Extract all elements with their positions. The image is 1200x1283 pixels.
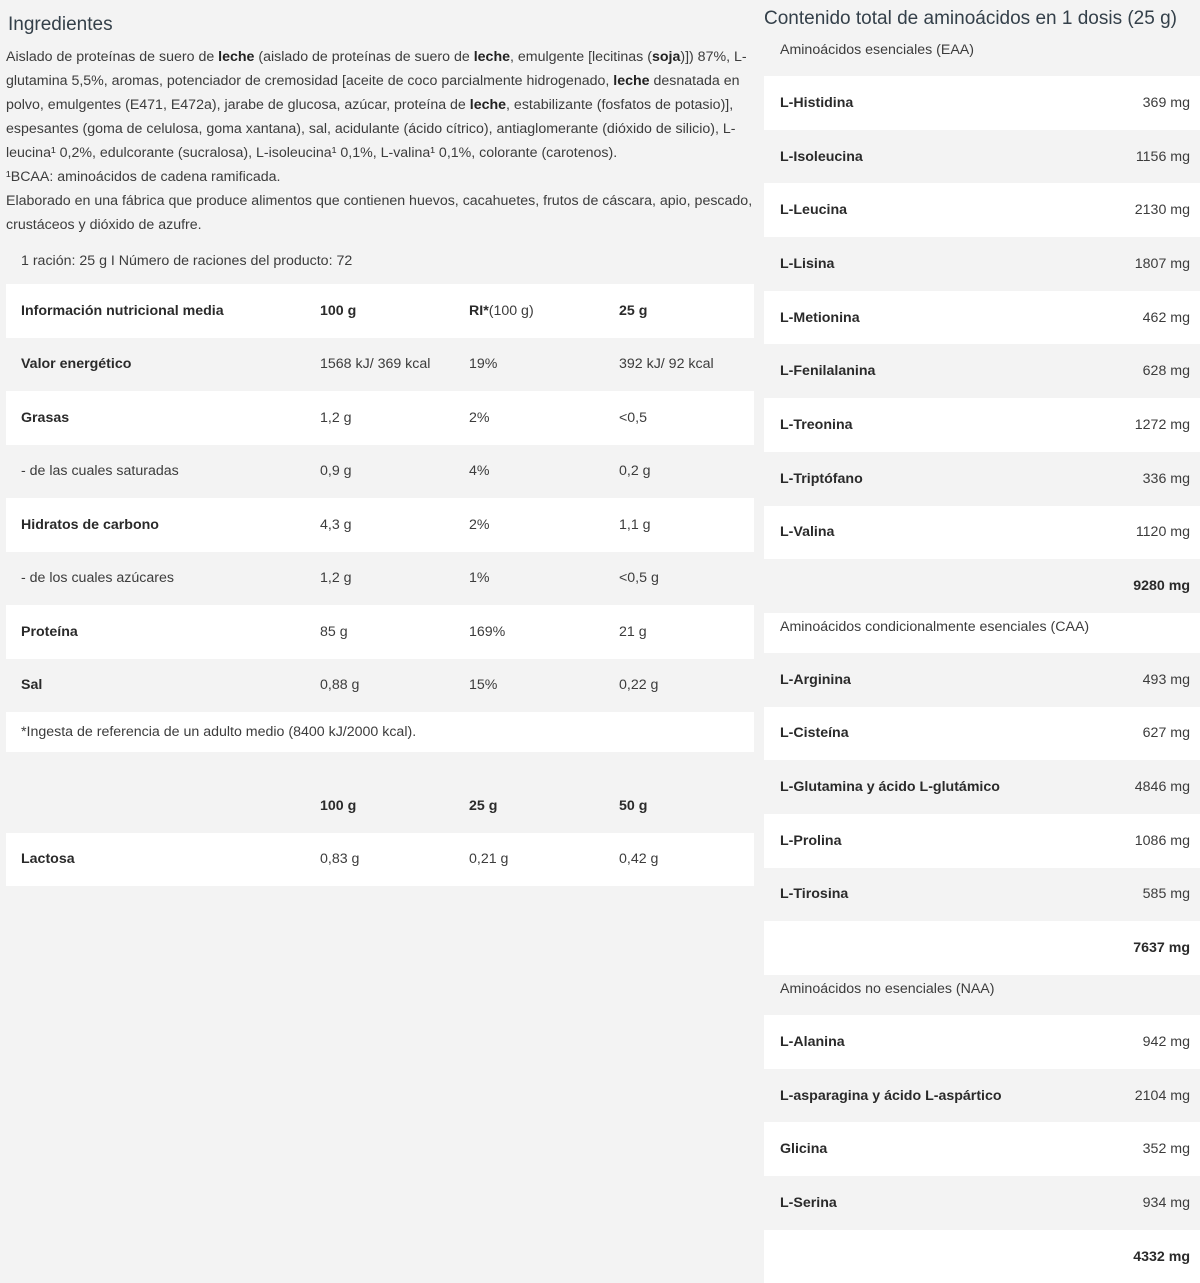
amino-name: L-Prolina bbox=[780, 832, 842, 849]
amino-name: L-asparagina y ácido L-aspártico bbox=[780, 1087, 1002, 1104]
amino-row bbox=[764, 183, 1200, 237]
amino-total: 9280 mg bbox=[1133, 578, 1190, 595]
amino-value: 462 mg bbox=[1142, 309, 1190, 326]
nutrition-cell-c100: 1,2 g bbox=[320, 409, 352, 426]
nutrition-cell-c25: 0,2 g bbox=[619, 463, 651, 480]
nutrition-cell-label: - de los cuales azúcares bbox=[21, 570, 174, 587]
nutrition-row bbox=[6, 445, 754, 499]
amino-value: 336 mg bbox=[1142, 470, 1190, 487]
amino-row bbox=[764, 344, 1200, 398]
amino-row bbox=[764, 398, 1200, 452]
nutrition-footnote: *Ingesta de referencia de un adulto medio (8400 kJ/2000 kcal). bbox=[21, 724, 417, 740]
nutrition-row bbox=[6, 338, 754, 392]
allergen-note: Elaborado en una fábrica que produce alimentos que contienen huevos, cacahuetes, frutos de cáscara, apio, pescado, crustáceos y dióxido de azufre. bbox=[6, 193, 753, 233]
nutrition-row bbox=[6, 605, 754, 659]
amino-value: 493 mg bbox=[1142, 671, 1190, 688]
amino-value: 585 mg bbox=[1142, 886, 1190, 903]
amino-value: 369 mg bbox=[1142, 94, 1190, 111]
nutrition-cell-c25: 21 g bbox=[619, 623, 647, 640]
nutrition-cell-ri: 4% bbox=[469, 463, 490, 480]
amino-row bbox=[764, 506, 1200, 560]
amino-row bbox=[764, 76, 1200, 130]
amino-name: L-Glutamina y ácido L-glutámico bbox=[780, 779, 1000, 796]
lactose-header-25g: 25 g bbox=[469, 797, 498, 814]
nutrition-cell-ri: 19% bbox=[469, 356, 498, 373]
lactose-header-row bbox=[6, 779, 754, 833]
ingredients-title: Ingredientes bbox=[8, 14, 113, 35]
nutrition-cell-c25: 0,22 g bbox=[619, 677, 659, 694]
amino-row bbox=[764, 1122, 1200, 1176]
amino-section-label: Aminoácidos esenciales (EAA) bbox=[780, 42, 974, 58]
amino-total-row bbox=[764, 1230, 1200, 1283]
amino-value: 628 mg bbox=[1142, 363, 1190, 380]
amino-title: Contenido total de aminoácidos en 1 dosis (25 g) bbox=[764, 8, 1177, 29]
lactose-label: Lactosa bbox=[21, 851, 75, 868]
amino-section-title bbox=[764, 36, 1200, 76]
amino-section-label: Aminoácidos condicionalmente esenciales (CAA) bbox=[780, 618, 1090, 635]
nutrition-header-ri: RI* (100 g) bbox=[469, 302, 534, 319]
amino-value: 352 mg bbox=[1142, 1141, 1190, 1158]
amino-value: 1156 mg bbox=[1135, 148, 1190, 165]
amino-name: L-Cisteína bbox=[780, 725, 849, 742]
amino-value: 1272 mg bbox=[1134, 416, 1190, 433]
amino-name: L-Histidina bbox=[780, 94, 854, 111]
amino-name: L-Leucina bbox=[780, 202, 848, 219]
amino-total: 4332 mg bbox=[1133, 1248, 1190, 1265]
amino-row bbox=[764, 1176, 1200, 1230]
amino-row bbox=[764, 291, 1200, 345]
amino-name: L-Metionina bbox=[780, 309, 860, 326]
nutrition-cell-ri: 2% bbox=[469, 409, 490, 426]
nutrition-cell-c100: 1568 kJ/ 369 kcal bbox=[320, 356, 431, 373]
nutrition-row bbox=[6, 552, 754, 606]
amino-name: Glicina bbox=[780, 1141, 828, 1158]
ingredients-paragraph: Aislado de proteínas de suero de leche (aislado de proteínas de suero de leche, emulgente [lecitinas (soja)]) 87%, L-glutamina 5,5%, aromas, potenciador de cremosidad [aceite de coco parcialmente hidrogenado, leche desnatada en polvo, emulgentes (E471, E472a), jarabe de glucosa, azúcar, proteína de leche, estabilizante (fosfatos de potasio)], espesantes (goma de celulosa, goma xantana), sal, acidulante (ácido cítrico), antiaglomerante (dióxido de silicio), L-leucina¹ 0,2%, edulcorante (sucralosa), L-isoleucina¹ 0,1%, L-valina¹ 0,1%, colorante (carotenos). bbox=[6, 49, 747, 161]
amino-name: L-Triptófano bbox=[780, 470, 863, 487]
amino-value: 934 mg bbox=[1142, 1194, 1190, 1211]
amino-row bbox=[764, 707, 1200, 761]
nutrition-header-100g: 100 g bbox=[320, 302, 357, 319]
amino-row bbox=[764, 452, 1200, 506]
nutrition-cell-c25: 392 kJ/ 92 kcal bbox=[619, 356, 714, 373]
nutrition-row bbox=[6, 391, 754, 445]
amino-name: L-Fenilalanina bbox=[780, 363, 876, 380]
amino-value: 2130 mg bbox=[1134, 202, 1190, 219]
amino-name: L-Valina bbox=[780, 524, 835, 541]
ingredients-text bbox=[6, 45, 754, 237]
bcaa-note: ¹BCAA: aminoácidos de cadena ramificada. bbox=[6, 169, 281, 185]
amino-value: 1120 mg bbox=[1135, 524, 1190, 541]
amino-value: 4846 mg bbox=[1134, 779, 1190, 796]
amino-total-row bbox=[764, 559, 1200, 613]
nutrition-cell-label: Valor energético bbox=[21, 356, 132, 373]
amino-name: L-Isoleucina bbox=[780, 148, 863, 165]
amino-row bbox=[764, 653, 1200, 707]
amino-total-row bbox=[764, 921, 1200, 975]
amino-row bbox=[764, 1069, 1200, 1123]
lactose-header-100g: 100 g bbox=[320, 797, 357, 814]
amino-section-label: Aminoácidos no esenciales (NAA) bbox=[780, 981, 995, 997]
nutrition-cell-label: Hidratos de carbono bbox=[21, 516, 159, 533]
amino-table bbox=[764, 36, 1200, 1283]
lactose-50g: 0,42 g bbox=[619, 851, 659, 868]
nutrition-cell-label: Sal bbox=[21, 677, 43, 694]
amino-name: L-Arginina bbox=[780, 671, 851, 688]
amino-total: 7637 mg bbox=[1133, 940, 1190, 957]
nutrition-cell-ri: 169% bbox=[469, 623, 506, 640]
nutrition-cell-c100: 4,3 g bbox=[320, 516, 352, 533]
amino-value: 1807 mg bbox=[1134, 255, 1190, 272]
amino-name: L-Treonina bbox=[780, 416, 853, 433]
lactose-header-50g: 50 g bbox=[619, 797, 648, 814]
amino-row bbox=[764, 1015, 1200, 1069]
nutrition-table bbox=[6, 284, 754, 752]
amino-section-title bbox=[764, 975, 1200, 1015]
nutrition-cell-c25: 1,1 g bbox=[619, 516, 651, 533]
amino-row bbox=[764, 237, 1200, 291]
lactose-25g: 0,21 g bbox=[469, 851, 509, 868]
amino-name: L-Lisina bbox=[780, 255, 835, 272]
nutrition-cell-ri: 2% bbox=[469, 516, 490, 533]
nutrition-cell-c100: 85 g bbox=[320, 623, 348, 640]
amino-value: 627 mg bbox=[1142, 725, 1190, 742]
amino-value: 1086 mg bbox=[1134, 832, 1190, 849]
amino-row bbox=[764, 760, 1200, 814]
serving-info: 1 ración: 25 g I Número de raciones del producto: 72 bbox=[21, 253, 353, 269]
nutrition-cell-c25: <0,5 g bbox=[619, 570, 659, 587]
nutrition-header-row bbox=[6, 284, 754, 338]
lactose-row bbox=[6, 833, 754, 887]
nutrition-cell-c100: 0,9 g bbox=[320, 463, 352, 480]
amino-section-title bbox=[764, 613, 1200, 653]
nutrition-row bbox=[6, 498, 754, 552]
amino-name: L-Tirosina bbox=[780, 886, 849, 903]
amino-row bbox=[764, 868, 1200, 922]
amino-value: 942 mg bbox=[1142, 1033, 1190, 1050]
nutrition-cell-label: Grasas bbox=[21, 409, 70, 426]
amino-name: L-Alanina bbox=[780, 1033, 845, 1050]
nutrition-header-25g: 25 g bbox=[619, 302, 648, 319]
nutrition-header-label: Información nutricional media bbox=[21, 302, 224, 319]
amino-row bbox=[764, 814, 1200, 868]
amino-value: 2104 mg bbox=[1134, 1087, 1190, 1104]
nutrition-cell-label: - de las cuales saturadas bbox=[21, 463, 179, 480]
lactose-table bbox=[6, 779, 754, 886]
nutrition-cell-c100: 0,88 g bbox=[320, 677, 360, 694]
nutrition-cell-ri: 1% bbox=[469, 570, 490, 587]
nutrition-row bbox=[6, 659, 754, 713]
nutrition-footnote-row bbox=[6, 712, 754, 752]
nutrition-cell-c25: <0,5 bbox=[619, 409, 648, 426]
nutrition-cell-c100: 1,2 g bbox=[320, 570, 352, 587]
amino-name: L-Serina bbox=[780, 1194, 837, 1211]
amino-row bbox=[764, 130, 1200, 184]
lactose-100g: 0,83 g bbox=[320, 851, 360, 868]
nutrition-cell-ri: 15% bbox=[469, 677, 498, 694]
nutrition-cell-label: Proteína bbox=[21, 623, 78, 640]
